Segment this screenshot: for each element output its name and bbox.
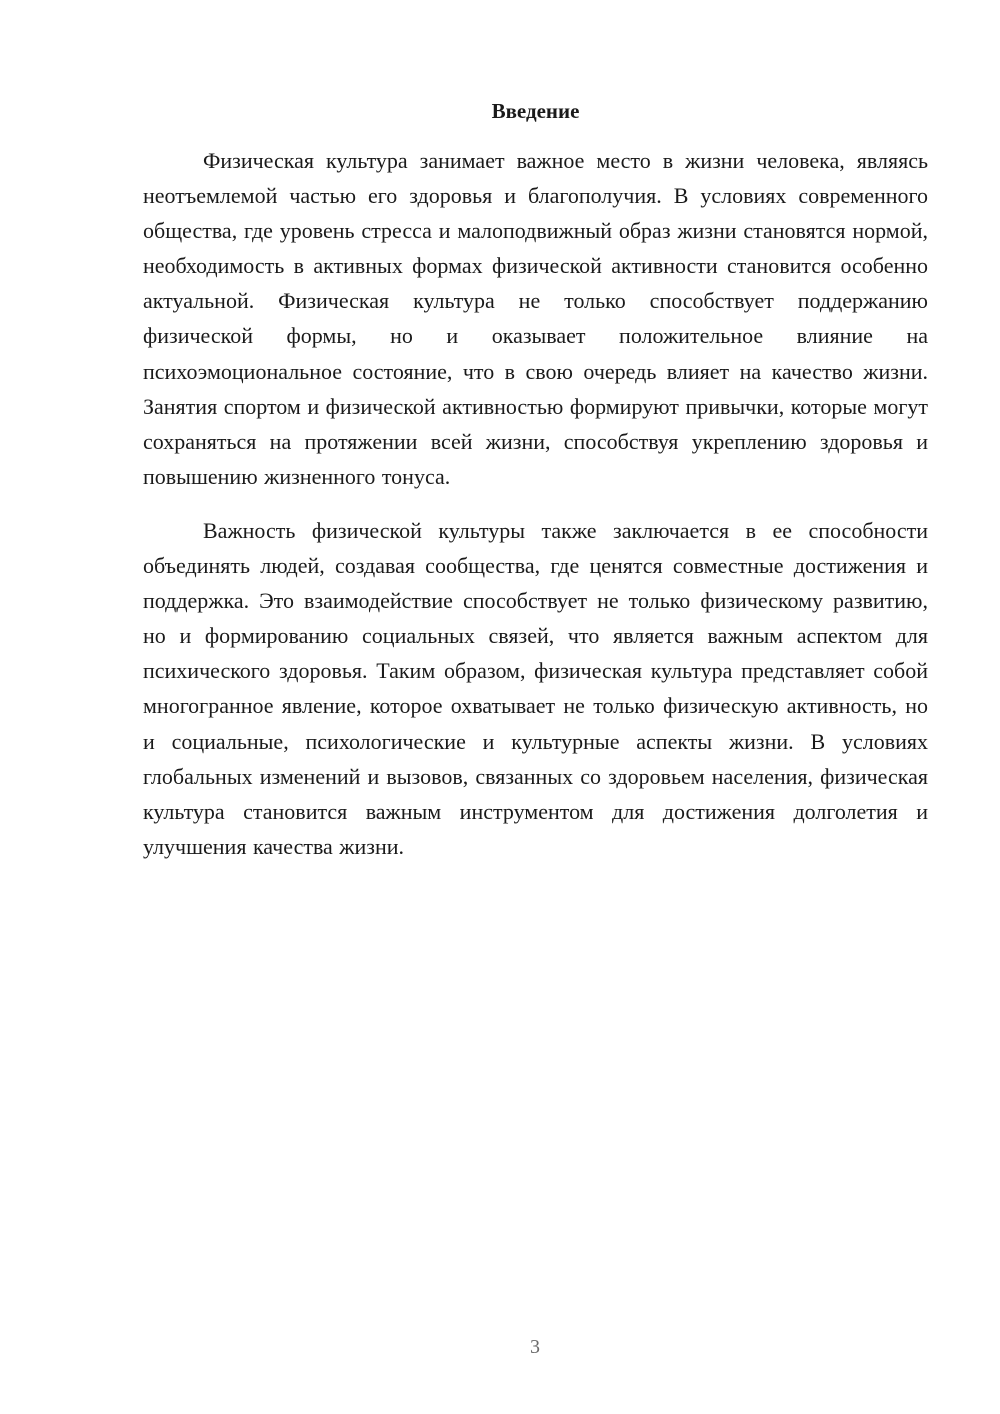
paragraph-1: Физическая культура занимает важное место в жизни человека, являясь неотъемлемой частью его здоровья и благополучия. В условиях современного общества, где уровень стресса и малоподвижный образ жизни становятся нормой, необходимость в активных формах физической активности становится особенно актуальной. Физическая культура не только способствует поддержанию физической формы, но и оказывает положительное влияние на психоэмоциональное состояние, что в свою очередь влияет на качество жизни. Занятия спортом и физической активностью формируют привычки, которые могут сохраняться на протяжении всей жизни, способствуя укреплению здоровья и повышению жизненного тонуса. — [143, 148, 928, 489]
paragraph-2: Важность физической культуры также заключается в ее способности объединять людей, создавая сообщества, где ценятся совместные достижения и поддержка. Это взаимодействие способствует не только физическому развитию, но и формированию социальных связей, что является важным аспектом для психического здоровья. Таким образом, физическая культура представляет собой многогранное явление, которое охватывает не только физическую активность, но и социальные, психологические и культурные аспекты жизни. В условиях глобальных изменений и вызовов, связанных со здоровьем населения, физическая культура становится важным инструментом для достижения долголетия и улучшения качества жизни. — [143, 517, 928, 859]
page-content — [143, 96, 928, 864]
page-number: 3 — [530, 1336, 540, 1358]
section-heading: Введение — [491, 99, 580, 123]
